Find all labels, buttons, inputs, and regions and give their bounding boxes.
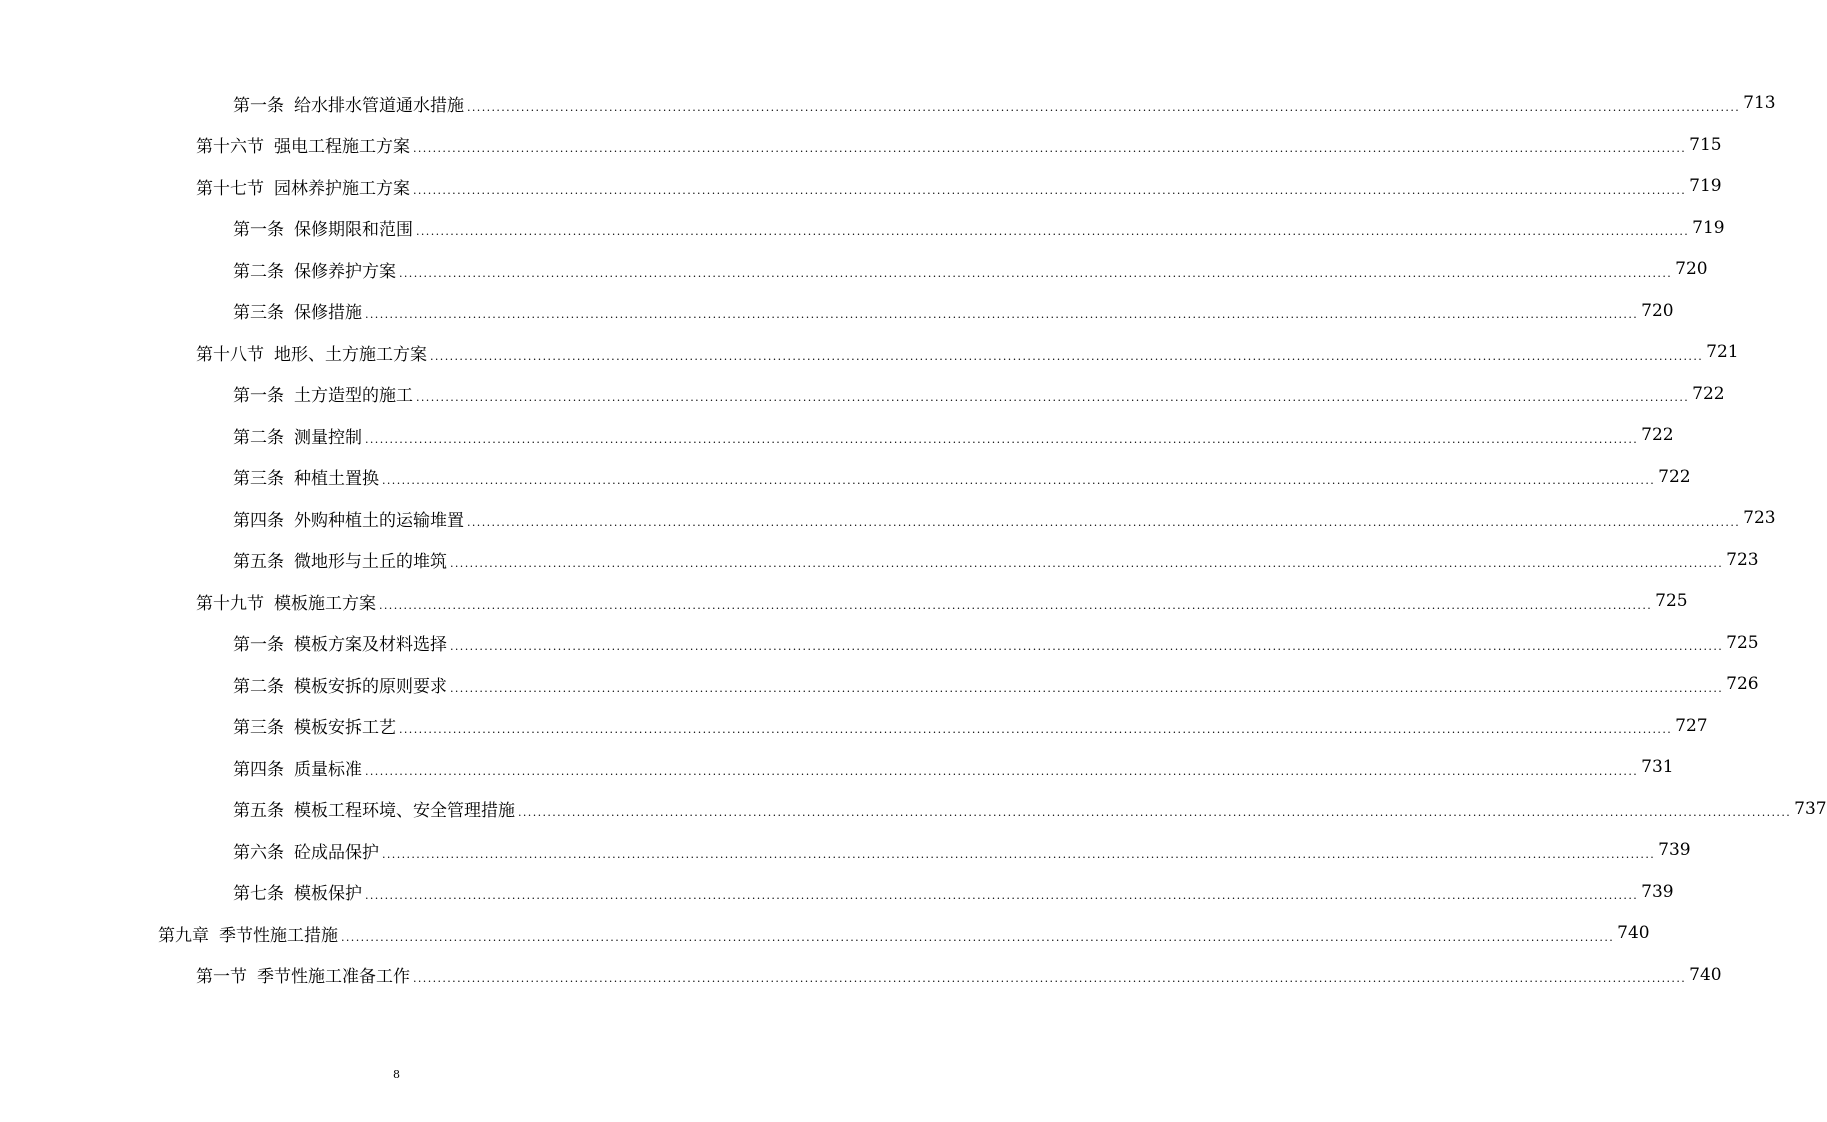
toc-entry[interactable] [233, 254, 1708, 284]
toc-entry-title: 种植土置换 [294, 469, 379, 489]
toc-entry[interactable] [233, 877, 1674, 907]
toc-entry[interactable] [233, 711, 1708, 741]
toc-entry-page: 727 [1675, 715, 1708, 736]
toc-entry-title: 砼成品保护 [294, 842, 379, 863]
toc-entry[interactable] [233, 794, 1827, 824]
toc-entry[interactable] [233, 545, 1759, 575]
toc-entry-number: 第二条 [233, 261, 284, 282]
toc-leader-dots: .................................................................................................................................................................................................................................................................... [518, 806, 1792, 819]
toc-leader-dots: .................................................................................................................................................................................................................................................................... [416, 391, 1690, 404]
toc-entry-number: 第五条 [233, 801, 284, 821]
toc-entry-number: 第一条 [233, 386, 284, 406]
toc-leader-dots: .................................................................................................................................................................................................................................................................... [416, 225, 1690, 238]
toc-entry[interactable] [233, 503, 1776, 533]
toc-leader-dots: .................................................................................................................................................................................................................................................................... [413, 183, 1687, 197]
toc-entry-title: 园林养护施工方案 [274, 178, 410, 199]
toc-entry-number: 第十九节 [196, 593, 264, 614]
toc-entry-number: 第三条 [233, 469, 284, 489]
toc-entry-title: 质量标准 [294, 759, 362, 780]
toc-entry[interactable] [196, 130, 1722, 160]
toc-entry-number: 第十八节 [196, 344, 264, 365]
toc-leader-dots: .................................................................................................................................................................................................................................................................... [467, 100, 1741, 114]
toc-entry[interactable] [196, 337, 1739, 367]
toc-entry-title: 给水排水管道通水措施 [294, 95, 464, 116]
toc-entry-title: 地形、土方施工方案 [274, 344, 427, 365]
toc-entry-page: 740 [1617, 923, 1650, 943]
toc-entry-title: 模板保护 [294, 884, 362, 904]
toc-entry-page: 720 [1675, 259, 1708, 279]
toc-entry-page: 725 [1726, 632, 1759, 653]
toc-entry-title: 模板安拆工艺 [294, 718, 396, 738]
toc-entry-title: 保修养护方案 [294, 261, 396, 282]
toc-entry-page: 731 [1641, 757, 1674, 777]
toc-entry-page: 739 [1658, 840, 1691, 860]
toc-entry-page: 722 [1658, 466, 1691, 487]
toc-leader-dots: .................................................................................................................................................................................................................................................................... [399, 266, 1673, 280]
toc-entry-page: 726 [1726, 674, 1759, 694]
toc-entry[interactable] [233, 628, 1759, 658]
toc-entry-page: 725 [1655, 591, 1688, 611]
toc-entry[interactable] [196, 960, 1722, 990]
toc-entry-number: 第一节 [196, 967, 247, 987]
toc-entry-number: 第三条 [233, 303, 284, 323]
toc-entry-page: 719 [1692, 217, 1725, 238]
toc-entry[interactable] [233, 213, 1725, 243]
toc-entry-title: 土方造型的施工 [294, 386, 413, 406]
toc-entry[interactable] [233, 420, 1674, 450]
toc-leader-dots: .................................................................................................................................................................................................................................................................... [450, 681, 1724, 695]
toc-entry-number: 第二条 [233, 427, 284, 448]
toc-entry-page: 722 [1641, 425, 1674, 445]
toc-entry-page: 740 [1689, 964, 1722, 985]
toc-entry-title: 测量控制 [294, 427, 362, 448]
toc-entry-title: 季节性施工措施 [219, 925, 338, 946]
toc-entry-number: 第二条 [233, 676, 284, 697]
toc-entry[interactable] [158, 918, 1650, 948]
toc-entry-title: 保修措施 [294, 303, 362, 323]
toc-leader-dots: .................................................................................................................................................................................................................................................................... [467, 515, 1741, 529]
toc-entry-page: 739 [1641, 881, 1674, 902]
toc-leader-dots: .................................................................................................................................................................................................................................................................... [399, 723, 1673, 736]
toc-entry-page: 721 [1706, 342, 1739, 362]
toc-entry-title: 外购种植土的运输堆置 [294, 510, 464, 531]
toc-entry-title: 微地形与土丘的堆筑 [294, 552, 447, 572]
toc-leader-dots: .................................................................................................................................................................................................................................................................... [382, 847, 1656, 861]
toc-entry-page: 722 [1692, 383, 1725, 404]
toc-entry[interactable] [196, 586, 1688, 616]
toc-entry[interactable] [196, 171, 1722, 201]
toc-entry-number: 第一条 [233, 635, 284, 655]
toc-leader-dots: .................................................................................................................................................................................................................................................................... [365, 764, 1639, 778]
toc-entry-title: 模板施工方案 [274, 593, 376, 614]
toc-entry[interactable] [233, 88, 1776, 118]
toc-entry-title: 模板工程环境、安全管理措施 [294, 801, 515, 821]
toc-entry[interactable] [233, 462, 1691, 492]
toc-leader-dots: .................................................................................................................................................................................................................................................................... [450, 557, 1724, 570]
page-number: 8 [393, 1068, 400, 1081]
toc-entry-title: 模板方案及材料选择 [294, 635, 447, 655]
toc-entry-number: 第五条 [233, 552, 284, 572]
toc-leader-dots: .................................................................................................................................................................................................................................................................... [413, 142, 1687, 155]
toc-entry[interactable] [233, 835, 1691, 865]
toc-entry-title: 模板安拆的原则要求 [294, 676, 447, 697]
toc-leader-dots: .................................................................................................................................................................................................................................................................... [430, 349, 1704, 363]
toc-entry[interactable] [233, 296, 1674, 326]
toc-entry[interactable] [233, 752, 1674, 782]
toc-entry-page: 723 [1726, 549, 1759, 570]
toc-entry-number: 第一条 [233, 220, 284, 240]
toc-entry[interactable] [233, 669, 1759, 699]
toc-entry-title: 强电工程施工方案 [274, 137, 410, 157]
toc-leader-dots: .................................................................................................................................................................................................................................................................... [413, 972, 1687, 985]
toc-leader-dots: .................................................................................................................................................................................................................................................................... [379, 598, 1653, 612]
toc-entry-number: 第四条 [233, 759, 284, 780]
toc-entry-number: 第十六节 [196, 137, 264, 157]
toc-entry-number: 第四条 [233, 510, 284, 531]
toc-leader-dots: .................................................................................................................................................................................................................................................................... [365, 308, 1639, 321]
toc-entry-title: 保修期限和范围 [294, 220, 413, 240]
toc-entry-page: 715 [1689, 134, 1722, 155]
toc-entry-page: 720 [1641, 300, 1674, 321]
toc-entry[interactable] [233, 379, 1725, 409]
toc-entry-title: 季节性施工准备工作 [257, 967, 410, 987]
toc-entry-number: 第六条 [233, 842, 284, 863]
toc-entry-page: 723 [1743, 508, 1776, 528]
toc-entry-page: 719 [1689, 176, 1722, 196]
toc-entry-page: 737 [1794, 798, 1827, 819]
toc-leader-dots: .................................................................................................................................................................................................................................................................... [382, 474, 1656, 487]
toc-entry-number: 第九章 [158, 925, 209, 946]
toc-entry-number: 第三条 [233, 718, 284, 738]
toc-leader-dots: .................................................................................................................................................................................................................................................................... [341, 930, 1615, 944]
toc-entry-number: 第七条 [233, 884, 284, 904]
toc-leader-dots: .................................................................................................................................................................................................................................................................... [365, 432, 1639, 446]
toc-entry-number: 第十七节 [196, 178, 264, 199]
toc-leader-dots: .................................................................................................................................................................................................................................................................... [450, 640, 1724, 653]
toc-leader-dots: .................................................................................................................................................................................................................................................................... [365, 889, 1639, 902]
toc-entry-number: 第一条 [233, 95, 284, 116]
toc-entry-page: 713 [1743, 93, 1776, 113]
